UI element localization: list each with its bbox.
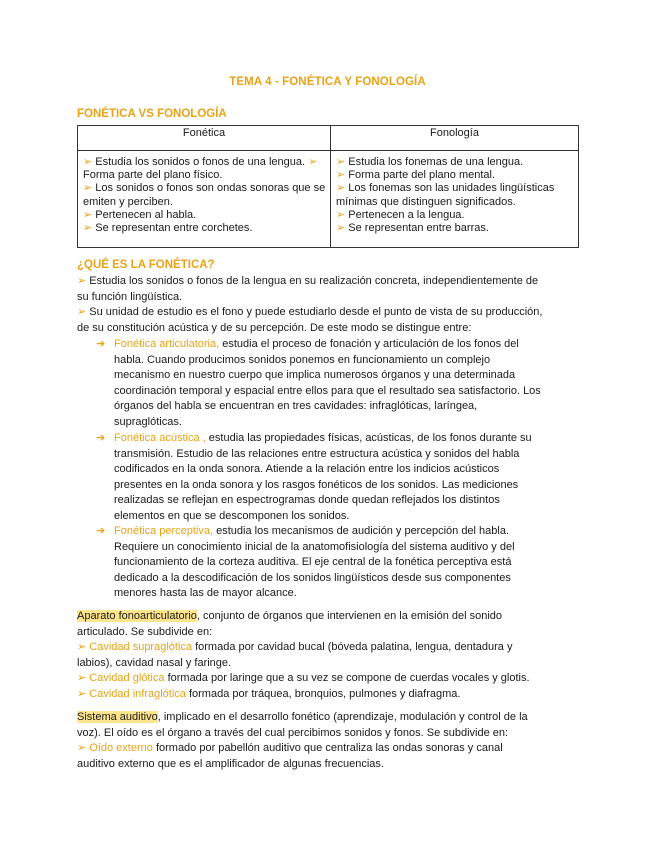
arrow-bullet-icon: ➢ [83,208,93,221]
text-line: mecanismo en nuestro cuerpo que implica numerosos órganos y una determinada [114,369,516,382]
term-cavidad-supraglotica: Cavidad supraglótica [89,641,193,654]
text-line: articulado. Se subdivide en: [77,625,213,638]
list-item: Los fonemas son las unidades lingüísticas mínimas que distinguen significados. [336,182,555,208]
text-line: coordinación temporal y espacial entre ellos para que el resultado sea satisfactorio. Los [114,384,541,397]
text-line: estudia el proceso de fonación y articulación de los fonos del [222,338,519,350]
text-line: , conjunto de órganos que intervienen en la emisión del sonido [196,610,503,622]
term-cavidad-glotica: Cavidad glótica [89,672,165,685]
arrow-bullet-icon: ➢ [77,672,87,685]
arrow-bullet-icon: ➢ [83,222,93,235]
text-line: supraglóticas. [114,415,182,428]
arrow-bullet-icon: ➢ [336,169,346,182]
text-line: transmisión. Estudio de las relaciones entre estructura acústica y sonidos del habla [114,447,520,460]
term-aparato-fonoarticulatorio: Aparato fonoarticulatorio [77,610,197,622]
term-fonetica-articulatoria: Fonética articulatoria, [114,338,220,350]
table-cell-fonologia [331,151,579,248]
text-line: habla. Cuando producimos sonidos ponemos en funcionamiento un complejo [114,353,491,366]
text-line: de su constitución acústica y de su percepción. De este modo se distingue entre: [77,321,472,334]
arrow-bullet-icon: ➢ [336,208,346,221]
arrow-bullet-icon: ➢ [77,275,87,287]
text-line: estudia las propiedades físicas, acústicas, de los fonos durante su [208,432,532,444]
term-oido-externo: Oído externo [89,742,153,755]
subitem-acustica [96,431,580,525]
arrow-bullet-icon: ➢ [336,222,346,235]
term-sistema-auditivo: Sistema auditivo [77,711,158,723]
table-header-fonetica: Fonética [78,126,331,151]
table-header-fonologia: Fonología [331,126,579,151]
subitem-articulatoria [96,337,580,431]
arrow-right-icon: ➔ [96,338,106,350]
arrow-bullet-icon: ➢ [336,182,346,195]
text-line: elementos en que se descomponen los sonidos. [114,509,350,522]
term-fonetica-perceptiva: Fonética perceptiva, [114,525,214,537]
text-line: formado por pabellón auditivo que centraliza las ondas sonoras y canal [155,742,503,755]
arrow-bullet-icon: ➢ [336,156,346,168]
list-item: Se representan entre corchetes. [95,222,253,235]
term-fonetica-acustica: Fonética acústica , [114,432,206,444]
section-heading-fonetica-vs-fonologia: FONÉTICA VS FONOLOGÍA [77,108,227,120]
list-item: Pertenecen al habla. [95,208,197,221]
text-line: dedicado a la descodificación de los sonidos lingüísticos desde sus componentes [114,571,511,584]
list-item: Forma parte del plano mental. [348,169,496,182]
arrow-bullet-icon: ➢ [77,641,87,654]
comparison-table [77,125,579,248]
text-line: formada por tráquea, bronquios, pulmones y diafragma. [188,687,461,700]
text-line: realizadas se reflejan en espectrogramas donde quedan reflejados los distintos [114,494,500,507]
list-item: Forma parte del plano físico. [83,169,223,182]
text-line: formada por laringe que a su vez se compone de cuerdas vocales y glotis. [167,672,530,685]
list-item: Pertenecen a la lengua. [348,208,465,221]
paragraph-sistema-auditivo [77,710,580,772]
text-line: estudia los mecanismos de audición y percepción del habla. [216,525,510,537]
arrow-bullet-icon: ➢ [308,156,318,168]
text-line: Estudia los sonidos o fonos de la lengua en su realización concreta, independientemente de [89,275,539,287]
list-item: Los sonidos o fonos son ondas sonoras que se emiten y perciben. [83,182,326,208]
text-line: voz). El oído es el órgano a través del cual percibimos sonidos y fonos. Se subdivide en: [77,726,509,739]
text-line: formada por cavidad bucal (bóveda palatina, lengua, dentadura y [195,641,513,654]
text-line: auditivo externo que es el amplificador de algunas frecuencias. [77,757,384,770]
text-line: su función lingüística. [77,290,183,303]
arrow-bullet-icon: ➢ [83,182,93,195]
text-line: codificados en la onda sonora. Atiende a la relación entre los indicios acústicos [114,463,500,476]
arrow-right-icon: ➔ [96,525,106,537]
arrow-bullet-icon: ➢ [77,687,87,700]
paragraph-definition [77,274,580,336]
subitem-perceptiva [96,524,580,602]
document-title: TEMA 4 - FONÉTICA Y FONOLOGÍA [229,76,426,88]
table-row [78,151,579,248]
arrow-bullet-icon: ➢ [77,306,87,319]
arrow-bullet-icon: ➢ [83,156,93,168]
text-line: menores hasta las de mayor alcance. [114,587,297,600]
term-cavidad-infraglotica: Cavidad infraglótica [89,687,186,700]
list-item: Se representan entre barras. [348,222,489,235]
section-heading-que-es-la-fonetica: ¿QUÉ ES LA FONÉTICA? [77,259,215,271]
table-cell-fonetica [78,151,331,248]
table-header-row [78,126,579,151]
text-line: Su unidad de estudio es el fono y puede estudiarlo desde el punto de vista de su producción, [89,306,543,319]
text-line: labios), cavidad nasal y faringe. [77,656,232,669]
arrow-right-icon: ➔ [96,432,106,444]
text-line: , implicado en el desarrollo fonético (aprendizaje, modulación y control de la [157,711,528,723]
text-line: órganos del habla se encuentran en tres cavidades: infraglóticas, laríngea, [114,400,478,413]
text-line: Requiere un conocimiento inicial de la anatomofisiología del sistema auditivo y del [114,540,515,553]
text-line: funcionamiento de la corteza auditiva. El eje central de la fonética perceptiva está [114,556,512,569]
list-item: Estudia los sonidos o fonos de una lengua. [95,156,306,168]
list-item: Estudia los fonemas de una lengua. [348,156,524,168]
paragraph-aparato-fonoarticulatorio [77,609,580,703]
text-line: presentes en la onda sonora y los rasgos fonéticos de los sonidos. Las mediciones [114,478,519,491]
arrow-bullet-icon: ➢ [77,742,87,755]
